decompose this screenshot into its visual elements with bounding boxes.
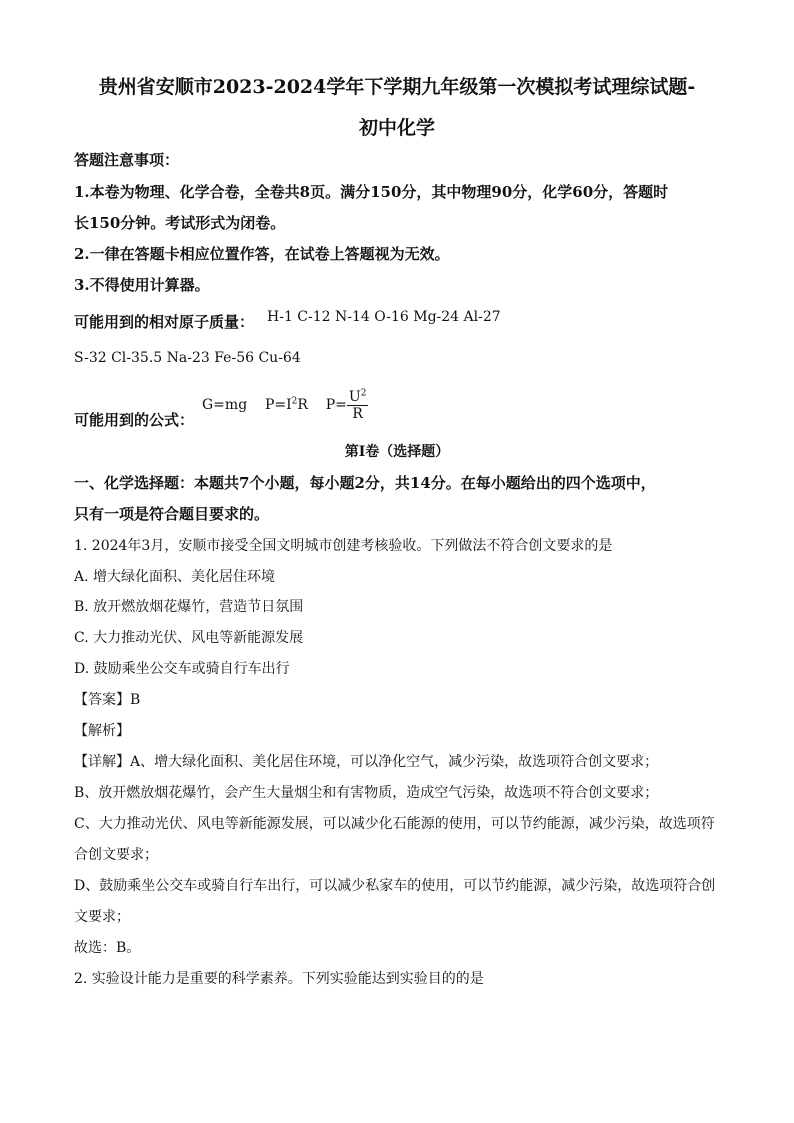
section-title: 第I卷（选择题）: [344, 444, 450, 460]
question-1-detail-c-line-2: 合创文要求；: [74, 847, 158, 863]
formula-power-voltage: P= $\frac{U^2}{R}$: [325, 387, 367, 422]
question-1-detail-c-line-1: C、大力推动光伏、风电等新能源发展，可以减少化石能源的使用，可以节约能源，减少污染，故选项符: [74, 816, 715, 832]
question-1-answer: 【答案】B: [74, 692, 141, 708]
notice-item-2: 2.一律在答题卡相应位置作答，在试卷上答题视为无效。: [74, 245, 450, 263]
question-1-conclusion: 故选：B。: [74, 940, 141, 956]
part-1-instructions-line-2: 只有一项是符合题目要求的。: [74, 505, 270, 523]
document-title-line-2: 初中化学: [358, 117, 435, 139]
atomic-mass-list-1: H-1 C-12 N-14 O-16 Mg-24 Al-27: [267, 309, 501, 325]
notice-item-1-line-2: 长150分钟。考试形式为闭卷。: [74, 214, 286, 232]
formula-label: 可能用到的公式：: [74, 411, 195, 429]
question-1-option-c: C. 大力推动光伏、风电等新能源发展: [74, 630, 304, 646]
question-1-option-b: B. 放开燃放烟花爆竹，营造节日氛围: [74, 599, 304, 615]
question-2-stem: 2. 实验设计能力是重要的科学素养。下列实验能达到实验目的的是: [74, 971, 484, 987]
atomic-mass-list-2: S-32 Cl-35.5 Na-23 Fe-56 Cu-64: [74, 350, 301, 366]
document-title-line-1: 贵州省安顺市2023-2024学年下学期九年级第一次模拟考试理综试题-: [98, 76, 696, 98]
formula-power-current: $P=I^2R$: [264, 396, 308, 413]
question-1-stem: 1. 2024年3月，安顺市接受全国文明城市创建考核验收。下列做法不符合创文要求的是: [74, 538, 613, 554]
question-1-detail-d-line-2: 文要求；: [74, 909, 130, 925]
atomic-mass-label: 可能用到的相对原子质量：: [74, 313, 255, 331]
notice-heading: 答题注意事项：: [74, 151, 180, 169]
question-1-analysis-label: 【解析】: [74, 723, 130, 739]
formula-gravity: G=mg: [202, 397, 248, 413]
question-1-option-d: D. 鼓励乘坐公交车或骑自行车出行: [74, 661, 290, 677]
question-1-detail-b: B、放开燃放烟花爆竹，会产生大量烟尘和有害物质，造成空气污染，故选项不符合创文要求；: [74, 785, 659, 801]
part-1-instructions-line-1: 一、化学选择题：本题共7个小题，每小题2分，共14分。在每小题给出的四个选项中，: [74, 474, 656, 492]
question-1-detail-a: 【详解】A、增大绿化面积、美化居住环境，可以净化空气，减少污染，故选项符合创文要求；: [74, 754, 659, 770]
question-1-option-a: A. 增大绿化面积、美化居住环境: [74, 569, 276, 585]
formula-list: [202, 386, 368, 424]
notice-item-1-line-1: 1.本卷为物理、化学合卷，全卷共8页。满分150分，其中物理90分，化学60分，答题时: [74, 183, 669, 201]
question-1-detail-d-line-1: D、鼓励乘坐公交车或骑自行车出行，可以减少私家车的使用，可以节约能源，减少污染，故选项符合创: [74, 878, 716, 894]
notice-item-3: 3.不得使用计算器。: [74, 276, 210, 294]
